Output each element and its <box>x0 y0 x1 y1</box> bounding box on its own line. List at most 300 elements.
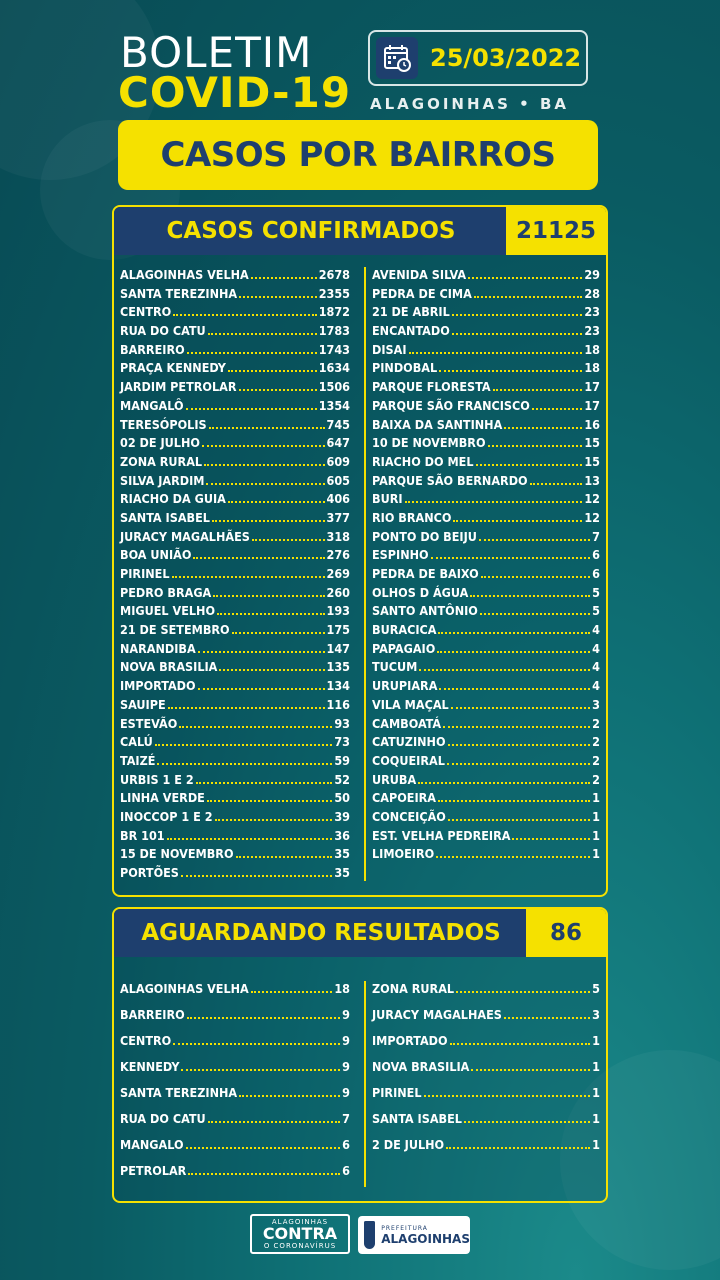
list-item <box>120 1007 350 1033</box>
list-item <box>372 697 600 716</box>
dot-leader <box>419 661 590 671</box>
dot-leader <box>239 1087 340 1097</box>
awaiting-label: AGUARDANDO RESULTADOS <box>114 909 528 957</box>
dot-leader <box>481 568 590 578</box>
case-count: 647 <box>326 435 350 451</box>
alagoinhas-contra-coronavirus-logo <box>250 1214 350 1254</box>
list-item <box>120 491 350 510</box>
dot-leader <box>173 1035 340 1045</box>
list-item <box>120 753 350 772</box>
case-count: 2 <box>592 752 600 768</box>
dot-leader <box>208 325 317 335</box>
dot-leader <box>167 830 333 840</box>
dot-leader <box>228 362 317 372</box>
case-count: 1783 <box>318 323 350 339</box>
dot-leader <box>409 344 583 354</box>
case-count: 5 <box>592 603 600 619</box>
dot-leader <box>239 288 317 298</box>
dot-leader <box>212 512 325 522</box>
prefeitura-logo <box>358 1216 470 1254</box>
case-count: 6 <box>342 1137 350 1152</box>
list-item <box>120 603 350 622</box>
case-count: 35 <box>334 865 350 880</box>
dot-leader <box>448 811 590 821</box>
neighborhood-name: PONTO DO BEIJU <box>372 528 477 544</box>
list-item <box>120 846 350 865</box>
list-item <box>120 379 350 398</box>
list-item <box>120 304 350 323</box>
list-item <box>372 1033 600 1059</box>
neighborhood-name: BARREIRO <box>120 341 185 357</box>
neighborhood-name: MANGALO <box>120 1137 184 1152</box>
case-count: 7 <box>342 1111 350 1126</box>
neighborhood-name: LINHA VERDE <box>120 790 205 806</box>
neighborhood-name: ALAGOINHAS VELHA <box>120 981 249 996</box>
dot-leader <box>474 288 583 298</box>
case-count: 15 <box>584 435 600 451</box>
case-count: 4 <box>592 640 600 656</box>
case-count: 9 <box>342 1007 350 1022</box>
neighborhood-name: RUA DO CATU <box>120 1111 206 1126</box>
list-item <box>120 790 350 809</box>
case-count: 15 <box>584 453 600 469</box>
case-count: 276 <box>326 547 350 563</box>
dot-leader <box>439 680 590 690</box>
dot-leader <box>468 269 582 279</box>
neighborhood-name: SANTA TEREZINHA <box>120 285 238 301</box>
list-item <box>372 473 600 492</box>
dot-leader <box>186 400 317 410</box>
dot-leader <box>187 1009 340 1019</box>
neighborhood-name: CAPOEIRA <box>372 790 436 806</box>
logo-b-bottom: ALAGOINHAS <box>381 1231 470 1246</box>
list-item <box>372 1059 600 1085</box>
list-item <box>372 491 600 510</box>
neighborhood-name: 21 DE ABRIL <box>372 304 450 320</box>
list-item <box>120 267 350 286</box>
list-item <box>372 547 600 566</box>
neighborhood-name: NOVA BRASILIA <box>372 1059 470 1074</box>
list-item <box>120 697 350 716</box>
neighborhood-name: SANTA ISABEL <box>120 509 210 525</box>
neighborhood-name: TUCUM <box>372 659 418 675</box>
case-count: 1 <box>592 1111 600 1126</box>
case-count: 36 <box>334 827 350 843</box>
list-item <box>120 1033 350 1059</box>
neighborhood-name: PARQUE SÃO FRANCISCO <box>372 397 530 413</box>
list-item <box>372 454 600 473</box>
dot-leader <box>198 680 325 690</box>
case-count: 1 <box>592 1059 600 1074</box>
dot-leader <box>198 643 325 653</box>
dot-leader <box>479 531 590 541</box>
list-item <box>120 981 350 1007</box>
case-count: 12 <box>584 509 600 525</box>
neighborhood-name: SILVA JARDIM <box>120 472 205 488</box>
dot-leader <box>236 848 333 858</box>
neighborhood-name: 02 DE JULHO <box>120 435 200 451</box>
dot-leader <box>187 344 317 354</box>
list-item <box>120 734 350 753</box>
neighborhood-name: URBIS 1 E 2 <box>120 771 194 787</box>
bulletin-date: 25/03/2022 <box>430 44 582 72</box>
neighborhood-name: JARDIM PETROLAR <box>120 379 237 395</box>
list-item <box>372 529 600 548</box>
dot-leader <box>228 493 325 503</box>
case-count: 116 <box>326 696 350 712</box>
neighborhood-name: JURACY MAGALHÃES <box>120 528 250 544</box>
case-count: 7 <box>592 528 600 544</box>
title-boletim: BOLETIM <box>120 28 313 77</box>
neighborhood-name: DISAI <box>372 341 407 357</box>
case-count: 5 <box>592 584 600 600</box>
list-item <box>372 510 600 529</box>
neighborhood-name: ESTEVÃO <box>120 715 178 731</box>
neighborhood-name: TERESÓPOLIS <box>120 416 207 432</box>
case-count: 605 <box>326 472 350 488</box>
dot-leader <box>504 419 582 429</box>
case-count: 59 <box>334 752 350 768</box>
dot-leader <box>453 512 582 522</box>
neighborhood-name: PEDRO BRAGA <box>120 584 212 600</box>
title-covid: COVID-19 <box>118 68 352 117</box>
dot-leader <box>208 1113 341 1123</box>
list-item <box>372 1137 600 1163</box>
list-item <box>120 716 350 735</box>
neighborhood-name: KENNEDY <box>120 1059 180 1074</box>
dot-leader <box>186 1139 341 1149</box>
list-item <box>120 1137 350 1163</box>
list-item <box>120 454 350 473</box>
dot-leader <box>438 792 590 802</box>
dot-leader <box>207 792 332 802</box>
case-count: 13 <box>584 472 600 488</box>
neighborhood-name: RIACHO DA GUIA <box>120 491 226 507</box>
case-count: 1 <box>592 1033 600 1048</box>
list-item <box>372 622 600 641</box>
neighborhood-name: PRAÇA KENNEDY <box>120 360 226 376</box>
case-count: 1506 <box>318 379 350 395</box>
neighborhood-name: CATUZINHO <box>372 734 446 750</box>
case-count: 377 <box>326 509 350 525</box>
awaiting-results-panel <box>112 907 608 1203</box>
dot-leader <box>172 568 325 578</box>
dot-leader <box>239 381 317 391</box>
list-item <box>372 566 600 585</box>
list-item <box>372 435 600 454</box>
neighborhood-name: CENTRO <box>120 304 172 320</box>
dot-leader <box>470 587 590 597</box>
dot-leader <box>213 587 324 597</box>
neighborhood-name: PAPAGAIO <box>372 640 436 656</box>
dot-leader <box>405 493 583 503</box>
list-item <box>120 772 350 791</box>
dot-leader <box>157 755 332 765</box>
neighborhood-name: 21 DE SETEMBRO <box>120 622 230 638</box>
neighborhood-name: LIMOEIRO <box>372 846 435 862</box>
case-count: 1634 <box>318 360 350 376</box>
dot-leader <box>452 325 583 335</box>
dot-leader <box>447 755 590 765</box>
case-count: 2 <box>592 734 600 750</box>
list-item <box>120 1163 350 1189</box>
list-item <box>120 510 350 529</box>
dot-leader <box>532 400 583 410</box>
dot-leader <box>439 362 582 372</box>
dot-leader <box>181 1061 340 1071</box>
case-count: 6 <box>342 1163 350 1178</box>
list-item <box>372 641 600 660</box>
neighborhood-name: EST. VELHA PEDREIRA <box>372 827 511 843</box>
list-item <box>120 547 350 566</box>
dot-leader <box>209 419 325 429</box>
logo-a-bottom: O CORONAVÍRUS <box>263 1242 337 1250</box>
dot-leader <box>512 830 590 840</box>
list-item <box>372 716 600 735</box>
list-item <box>372 678 600 697</box>
neighborhood-name: MIGUEL VELHO <box>120 603 216 619</box>
dot-leader <box>464 1113 590 1123</box>
dot-leader <box>217 605 324 615</box>
list-item <box>372 1007 600 1033</box>
case-count: 6 <box>592 547 600 563</box>
case-count: 18 <box>584 360 600 376</box>
neighborhood-name: PORTÕES <box>120 865 179 880</box>
list-item <box>372 809 600 828</box>
case-count: 1 <box>592 808 600 824</box>
case-count: 18 <box>334 981 350 996</box>
list-item <box>120 585 350 604</box>
neighborhood-name: NOVA BRASILIA <box>120 659 218 675</box>
case-count: 23 <box>584 323 600 339</box>
list-item <box>372 772 600 791</box>
neighborhood-name: PIRINEL <box>372 1085 422 1100</box>
dot-leader <box>251 983 333 993</box>
case-count: 4 <box>592 659 600 675</box>
list-item <box>120 865 350 884</box>
dot-leader <box>456 983 590 993</box>
list-item <box>372 753 600 772</box>
footer <box>0 1214 720 1258</box>
neighborhood-name: IMPORTADO <box>372 1033 448 1048</box>
list-item <box>372 981 600 1007</box>
neighborhood-name: BURI <box>372 491 403 507</box>
list-item <box>372 828 600 847</box>
dot-leader <box>437 643 590 653</box>
case-count: 93 <box>334 715 350 731</box>
case-count: 2355 <box>318 285 350 301</box>
awaiting-list-left <box>120 981 350 1189</box>
dot-leader <box>232 624 325 634</box>
neighborhood-name: BAIXA DA SANTINHA <box>372 416 503 432</box>
neighborhood-name: ZONA RURAL <box>120 453 203 469</box>
case-count: 135 <box>326 659 350 675</box>
case-count: 5 <box>592 981 600 996</box>
neighborhood-name: RIACHO DO MEL <box>372 453 474 469</box>
dot-leader <box>504 1009 590 1019</box>
list-item <box>372 659 600 678</box>
case-count: 2678 <box>318 267 350 282</box>
neighborhood-name: ESPINHO <box>372 547 429 563</box>
confirmed-label: CASOS CONFIRMADOS <box>114 207 508 255</box>
column-divider <box>364 981 366 1187</box>
logo-a-mid: CONTRA <box>262 1224 338 1243</box>
neighborhood-name: CENTRO <box>120 1033 172 1048</box>
list-item <box>372 417 600 436</box>
case-count: 9 <box>342 1059 350 1074</box>
city-crest-icon <box>364 1221 375 1249</box>
city-label: ALAGOINHAS • BA <box>370 95 570 113</box>
case-count: 52 <box>334 771 350 787</box>
neighborhood-name: 15 DE NOVEMBRO <box>120 846 234 862</box>
dot-leader <box>155 736 333 746</box>
neighborhood-name: RIO BRANCO <box>372 509 452 525</box>
dot-leader <box>204 456 324 466</box>
dot-leader <box>431 549 591 559</box>
case-count: 1872 <box>318 304 350 320</box>
logo-b-top: PREFEITURA <box>381 1224 428 1232</box>
dot-leader <box>530 475 583 485</box>
neighborhood-name: SAUIPE <box>120 696 166 712</box>
neighborhood-name: OLHOS D ÁGUA <box>372 584 469 600</box>
neighborhood-name: ENCANTADO <box>372 323 450 339</box>
list-item <box>372 734 600 753</box>
case-count: 9 <box>342 1033 350 1048</box>
list-item <box>372 846 600 865</box>
confirmed-list-right <box>372 267 600 865</box>
neighborhood-name: URUPIARA <box>372 678 438 694</box>
dot-leader <box>196 774 333 784</box>
confirmed-cases-panel <box>112 205 608 897</box>
list-item <box>372 286 600 305</box>
neighborhood-name: SANTO ANTÔNIO <box>372 603 478 619</box>
case-count: 1 <box>592 1085 600 1100</box>
list-item <box>372 790 600 809</box>
case-count: 1 <box>592 1137 600 1152</box>
dot-leader <box>488 437 583 447</box>
neighborhood-name: BURACICA <box>372 622 437 638</box>
neighborhood-name: 2 DE JULHO <box>372 1137 445 1152</box>
list-item <box>372 267 600 286</box>
neighborhood-name: AVENIDA SILVA <box>372 267 467 282</box>
case-count: 147 <box>326 640 350 656</box>
list-item <box>372 342 600 361</box>
awaiting-list-right <box>372 981 600 1163</box>
dot-leader <box>219 661 324 671</box>
neighborhood-name: ZONA RURAL <box>372 981 455 996</box>
dot-leader <box>168 699 325 709</box>
dot-leader <box>193 549 324 559</box>
dot-leader <box>179 718 332 728</box>
dot-leader <box>443 718 590 728</box>
list-item <box>372 398 600 417</box>
dot-leader <box>446 1139 590 1149</box>
list-item <box>120 323 350 342</box>
case-count: 175 <box>326 622 350 638</box>
case-count: 35 <box>334 846 350 862</box>
case-count: 23 <box>584 304 600 320</box>
awaiting-total: 86 <box>526 909 606 957</box>
case-count: 193 <box>326 603 350 619</box>
case-count: 50 <box>334 790 350 806</box>
list-item <box>120 566 350 585</box>
case-count: 9 <box>342 1085 350 1100</box>
neighborhood-name: CALÚ <box>120 734 153 750</box>
neighborhood-name: PARQUE FLORESTA <box>372 379 491 395</box>
calendar-clock-icon <box>376 37 418 79</box>
neighborhood-name: VILA MAÇAL <box>372 696 449 712</box>
neighborhood-name: COQUEIRAL <box>372 752 445 768</box>
list-item <box>120 1111 350 1137</box>
neighborhood-name: ALAGOINHAS VELHA <box>120 267 249 282</box>
list-item <box>120 641 350 660</box>
neighborhood-name: PEDRA DE BAIXO <box>372 566 479 581</box>
case-count: 28 <box>584 285 600 301</box>
case-count: 2 <box>592 715 600 731</box>
neighborhood-name: JURACY MAGALHAES <box>372 1007 502 1022</box>
header <box>0 0 720 200</box>
dot-leader <box>251 269 317 279</box>
case-count: 12 <box>584 491 600 507</box>
case-count: 1 <box>592 827 600 843</box>
dot-leader <box>493 381 583 391</box>
neighborhood-name: 10 DE NOVEMBRO <box>372 435 486 451</box>
list-item <box>372 1111 600 1137</box>
list-item <box>372 603 600 622</box>
list-item <box>120 342 350 361</box>
list-item <box>120 622 350 641</box>
case-count: 406 <box>326 491 350 507</box>
dot-leader <box>436 848 590 858</box>
case-count: 1 <box>592 846 600 862</box>
neighborhood-name: CONCEIÇÃO <box>372 808 446 824</box>
case-count: 745 <box>326 416 350 432</box>
list-item <box>120 828 350 847</box>
dot-leader <box>476 456 583 466</box>
neighborhood-name: PIRINEL <box>120 566 170 581</box>
list-item <box>372 379 600 398</box>
case-count: 6 <box>592 566 600 581</box>
neighborhood-name: RUA DO CATU <box>120 323 206 339</box>
dot-leader <box>438 624 590 634</box>
list-item <box>120 529 350 548</box>
case-count: 39 <box>334 808 350 824</box>
case-count: 1743 <box>318 341 350 357</box>
neighborhood-name: PARQUE SÃO BERNARDO <box>372 472 528 488</box>
neighborhood-name: URUBA <box>372 771 417 787</box>
list-item <box>372 1085 600 1111</box>
list-item <box>120 1085 350 1111</box>
dot-leader <box>215 811 333 821</box>
neighborhood-name: BR 101 <box>120 827 165 843</box>
list-item <box>120 435 350 454</box>
neighborhood-name: SANTA TEREZINHA <box>120 1085 238 1100</box>
list-item <box>120 417 350 436</box>
neighborhood-name: INOCCOP 1 E 2 <box>120 808 213 824</box>
neighborhood-name: CAMBOATÁ <box>372 715 442 731</box>
case-count: 609 <box>326 453 350 469</box>
case-count: 17 <box>584 397 600 413</box>
list-item <box>372 323 600 342</box>
case-count: 2 <box>592 771 600 787</box>
case-count: 17 <box>584 379 600 395</box>
neighborhood-name: PINDOBAL <box>372 360 438 376</box>
dot-leader <box>452 306 583 316</box>
dot-leader <box>480 605 590 615</box>
dot-leader <box>418 774 590 784</box>
case-count: 1 <box>592 790 600 806</box>
list-item <box>372 360 600 379</box>
